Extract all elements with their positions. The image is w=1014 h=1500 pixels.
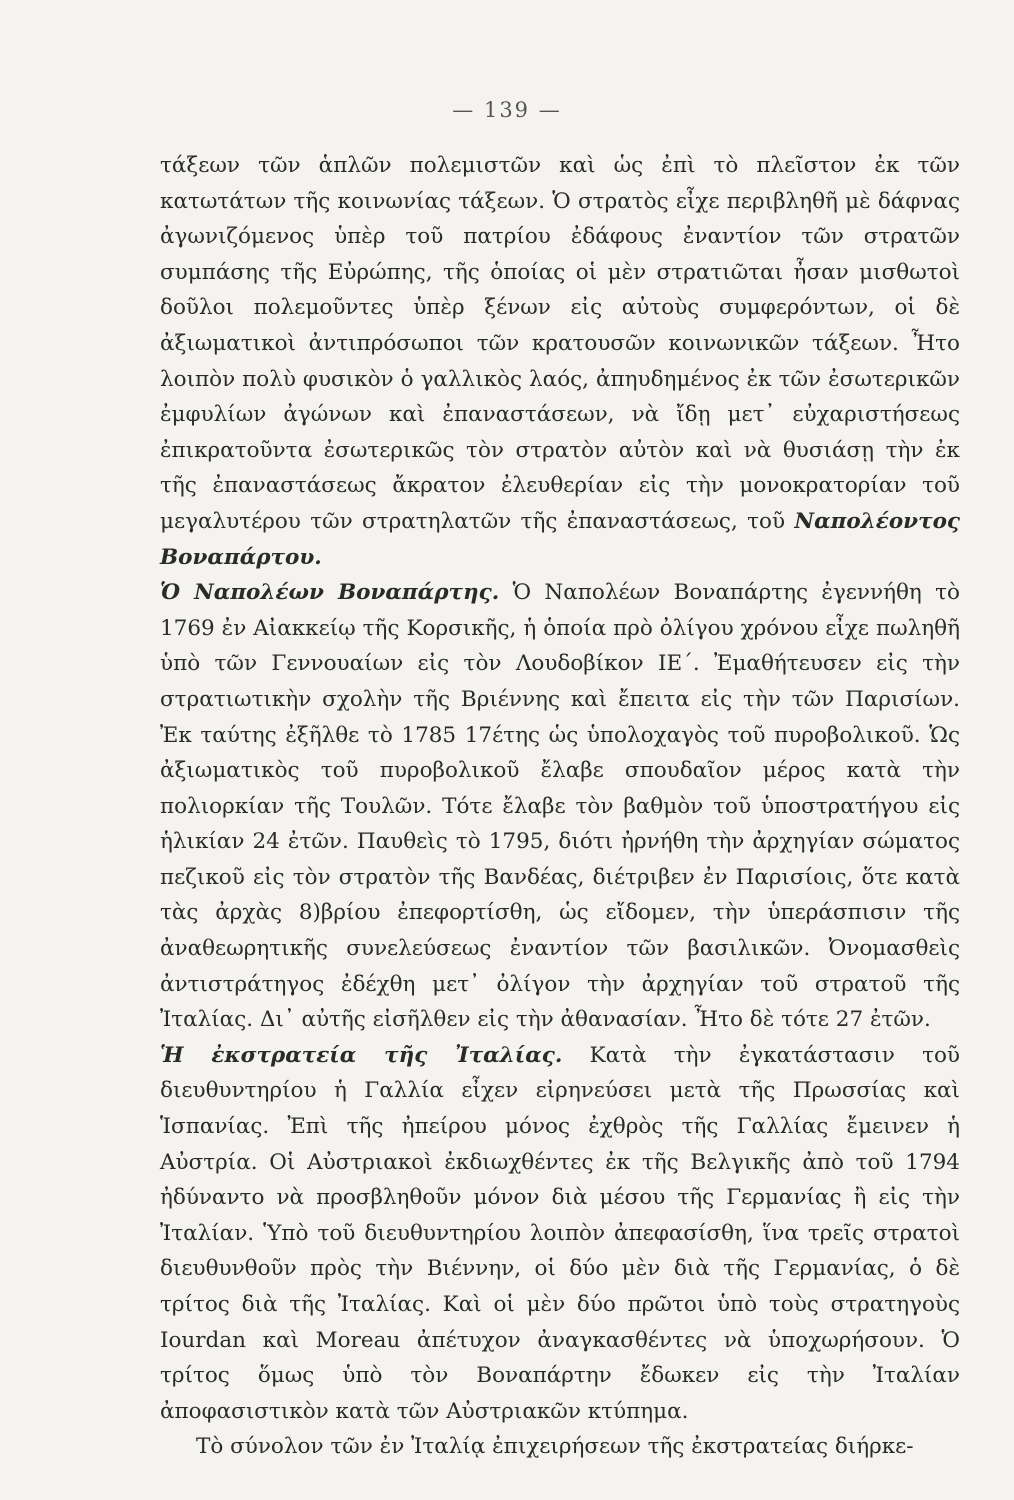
paragraph-1-text: τάξεων τῶν ἁπλῶν πολεμιστῶν καὶ ὡς ἐπὶ τὸ πλεῖστον ἐκ τῶν κατωτάτων τῆς κοινωνίας τάξεων. Ὁ στρατὸς εἶχε περιβληθῆ μὲ δάφνας ἀγωνιζόμενος ὑπὲρ τοῦ πατρίου ἐδάφους ἐναντίον τῶν στρατῶν συμπάσης τῆς Εὐρώπης, τῆς ὁποίας οἱ μὲν στρατιῶται ἦσαν μισθωτοὶ δοῦλοι πολεμοῦντες ὑπὲρ ξένων εἰς αὐτοὺς συμφερόντων, οἱ δὲ ἀξιωματικοὶ ἀντιπρόσωποι τῶν κρατουσῶν κοινωνικῶν τάξεων. Ἦτο λοιπὸν πολὺ φυσικὸν ὁ γαλλικὸς λαός, ἀπηυδημένος ἐκ τῶν ἐσωτερικῶν ἐμφυλίων ἀγώνων καὶ ἐπαναστάσεων, νὰ ἴδῃ μετ᾿ εὐχαριστήσεως ἐπικρατοῦντα ἐσωτερικῶς τὸν στρατὸν αὐτὸν καὶ νὰ θυσιάσῃ τὴν ἐκ τῆς ἐπαναστάσεως ἄκρατον ἐλευθερίαν εἰς τὴν μονοκρατορίαν τοῦ μεγαλυτέρου τῶν στρατηλατῶν τῆς ἐπαναστάσεως, τοῦ	[160, 153, 960, 534]
page-number: — 139 —	[452, 98, 562, 122]
paragraph-2	[160, 575, 960, 1038]
paragraph-4-text: Τὸ σύνολον τῶν ἐν Ἰταλίᾳ ἐπιχειρήσεων τῆς ἐκστρατείας διήρκε-	[196, 1434, 914, 1460]
paragraph-2-text: Ὁ Ναπολέων Βοναπάρτης ἐγεννήθη τὸ 1769 ἐν Αἰακκείῳ τῆς Κορσικῆς, ἡ ὁποία πρὸ ὀλίγου χρόνου εἶχε πωληθῆ ὑπὸ τῶν Γεννουαίων εἰς τὸν Λουδοβίκον ΙΕ΄. Ἐμαθήτευσεν εἰς τὴν στρατιωτικὴν σχολὴν τῆς Βριέννης καὶ ἔπειτα εἰς τὴν τῶν Παρισίων. Ἐκ ταύτης ἐξῆλθε τὸ 1785 17έτης ὡς ὑπολοχαγὸς τοῦ πυροβολικοῦ. Ὡς ἀξιωματικὸς τοῦ πυροβολικοῦ ἔλαβε σπουδαῖον μέρος κατὰ τὴν πολιορκίαν τῆς Τουλῶν. Τότε ἔλαβε τὸν βαθμὸν τοῦ ὑποστρατήγου εἰς ἡλικίαν 24 ἐτῶν. Παυθεὶς τὸ 1795, διότι ἠρνήθη τὴν ἀρχηγίαν σώματος πεζικοῦ εἰς τὸν στρατὸν τῆς Βανδέας, διέτριβεν ἐν Παρισίοις, ὅτε κατὰ τὰς ἀρχὰς 8)βρίου ἐπεφορτίσθη, ὡς εἴδομεν, τὴν ὑπεράσπισιν τῆς ἀναθεωρητικῆς συνελεύσεως ἐναντίον τῶν βασιλικῶν. Ὀνομασθεὶς ἀντιστράτηγος ἐδέχθη μετ᾿ ὀλίγον τὴν ἀρχηγίαν τοῦ στρατοῦ τῆς Ἰταλίας. Δι᾿ αὐτῆς εἰσῆλθεν εἰς τὴν ἀθανασίαν. Ἦτο δὲ τότε 27 ἐτῶν.	[160, 580, 960, 1033]
paragraph-4	[160, 1429, 960, 1465]
paragraph-3-text: Κατὰ τὴν ἐγκατάστασιν τοῦ διευθυντηρίου ἡ Γαλλία εἶχεν εἰρηνεύσει μετὰ τῆς Πρωσσίας καὶ Ἱσπανίας. Ἐπὶ τῆς ἠπείρου μόνος ἐχθρὸς τῆς Γαλλίας ἔμεινεν ἡ Αὐστρία. Οἱ Αὐστριακοὶ ἐκδιωχθέντες ἐκ τῆς Βελγικῆς ἀπὸ τοῦ 1794 ἠδύναντο νὰ προσβληθοῦν μόνον διὰ μέσου τῆς Γερμανίας ἢ εἰς τὴν Ἰταλίαν. Ὑπὸ τοῦ διευθυντηρίου λοιπὸν ἀπεφασίσθη, ἵνα τρεῖς στρατοὶ διευθυνθοῦν πρὸς τὴν Βιέννην, οἱ δύο μὲν διὰ τῆς Γερμανίας, ὁ δὲ τρίτος διὰ τῆς Ἰταλίας. Καὶ οἱ μὲν δύο πρῶτοι ὑπὸ τοὺς στρατηγοὺς Iourdan καὶ Moreau ἀπέτυχον ἀναγκασθέντες νὰ ὑποχωρήσουν. Ὁ τρίτος ὅμως ὑπὸ τὸν Βοναπάρτην ἔδωκεν εἰς τὴν Ἰταλίαν ἀποφασιστικὸν κατὰ τῶν Αὐστριακῶν κτύπημα.	[160, 1042, 961, 1424]
paragraph-1	[160, 148, 960, 575]
paragraph-3	[160, 1038, 960, 1430]
body-text	[160, 148, 960, 1465]
paragraph-1-emphasis: Ναπολέοντος Βοναπάρτου.	[160, 508, 960, 570]
section-heading-napoleon: Ὁ Ναπολέων Βοναπάρτης.	[160, 580, 500, 606]
section-heading-italy-campaign: Ἡ ἐκστρατεία τῆς Ἰταλίας.	[160, 1042, 563, 1068]
